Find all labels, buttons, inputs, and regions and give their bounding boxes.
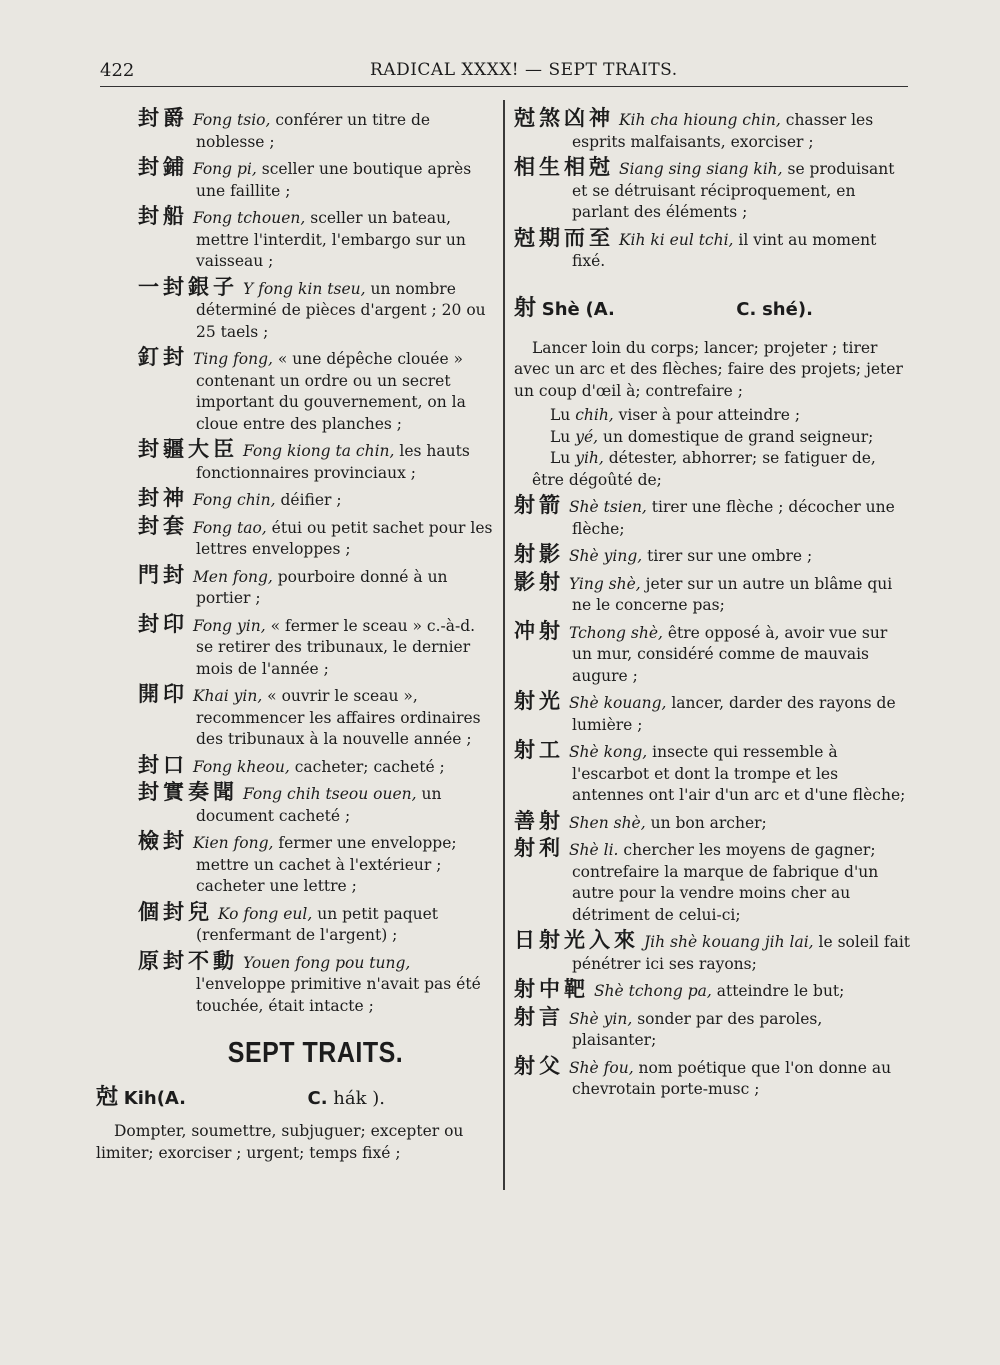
entry-definition: chercher les moyens de gagner; contrefaire la marque de fabrique d'un autre pour la vendre moins cher au détriment de celui-ci; bbox=[572, 841, 879, 924]
entry-characters: 尅煞凶神 bbox=[514, 106, 614, 130]
page-number: 422 bbox=[100, 60, 135, 81]
left-entry-list bbox=[138, 108, 493, 1017]
entry-definition: sonder par des paroles, plaisanter; bbox=[572, 1009, 823, 1049]
entry-characters: 射光 bbox=[514, 689, 564, 713]
usage-prefix: Lu bbox=[550, 406, 576, 424]
entry-characters: 封印 bbox=[138, 611, 188, 636]
dictionary-entry bbox=[514, 1053, 910, 1101]
character-heading-she bbox=[514, 291, 910, 322]
dictionary-entry bbox=[138, 274, 493, 344]
running-head: RADICAL XXXX! — SEPT TRAITS. bbox=[370, 60, 678, 80]
dictionary-entry bbox=[514, 495, 910, 540]
entry-characters: 檢封 bbox=[138, 829, 188, 853]
dictionary-entry bbox=[138, 488, 493, 512]
entry-romanization: Youen fong pou tung, bbox=[242, 953, 411, 972]
entry-definition: atteindre le but; bbox=[711, 982, 845, 1000]
entry-definition: sceller un bateau, mettre l'interdit, l'embargo sur un vaisseau ; bbox=[196, 209, 466, 270]
right-top-entry-list bbox=[514, 108, 910, 273]
dictionary-entry bbox=[514, 157, 910, 224]
character-heading-kih bbox=[96, 1080, 493, 1111]
entry-definition: déifier ; bbox=[275, 491, 342, 509]
entry-characters: 一封銀子 bbox=[138, 274, 238, 299]
entry-definition: « une dépêche clouée » contenant un ordre ou un secret important du gouvernement, on la cloue entre des planches ; bbox=[196, 350, 466, 433]
entry-characters: 封爵 bbox=[138, 106, 188, 130]
right-column bbox=[514, 108, 910, 1105]
entry-definition: cacheter; cacheté ; bbox=[289, 757, 445, 776]
entry-romanization: Shè kouang, bbox=[568, 694, 667, 712]
entry-definition: un petit paquet (renfermant de l'argent) ; bbox=[196, 904, 439, 944]
entry-romanization: Siang sing siang kih, bbox=[618, 160, 783, 178]
entry-romanization: Shè tsien, bbox=[568, 498, 647, 516]
entry-characters: 射箭 bbox=[514, 493, 564, 517]
dictionary-entry bbox=[514, 838, 910, 926]
column-divider bbox=[503, 100, 505, 1190]
headword-close: ). bbox=[372, 1088, 386, 1109]
entry-romanization: Ko fong eul, bbox=[217, 904, 313, 923]
entry-romanization: Fong pi, bbox=[192, 160, 257, 178]
usage-line bbox=[514, 427, 910, 449]
dictionary-entry bbox=[514, 808, 910, 835]
dictionary-entry bbox=[138, 347, 493, 435]
entry-characters: 影射 bbox=[514, 569, 564, 594]
entry-characters: 封船 bbox=[138, 204, 188, 228]
entry-characters: 射影 bbox=[514, 542, 564, 566]
entry-characters: 尅期而至 bbox=[514, 225, 614, 250]
headword-character: 射 bbox=[514, 295, 537, 321]
dictionary-entry bbox=[514, 691, 910, 736]
dictionary-entry bbox=[138, 899, 493, 947]
headword-reading: Kih bbox=[123, 1088, 157, 1109]
headword-c-label: C. bbox=[736, 298, 757, 320]
entry-definition: insecte qui ressemble à l'escarbot et dont la trompe et les antennes ont l'air d'un arc et d'une flèche; bbox=[572, 743, 906, 804]
dictionary-entry bbox=[138, 948, 493, 1018]
usage-definition: détester, abhorrer; se fatiguer de, être dégoûté de; bbox=[532, 449, 876, 489]
entry-romanization: Ying shè, bbox=[568, 574, 641, 593]
entry-romanization: Fong yin, bbox=[192, 616, 266, 635]
usage-lines bbox=[514, 405, 910, 491]
entry-definition: le soleil fait pénétrer ici ses rayons; bbox=[572, 933, 910, 973]
entry-romanization: Fong kiong ta chin, bbox=[242, 442, 395, 460]
entry-characters: 射工 bbox=[514, 738, 564, 762]
entry-characters: 封鋪 bbox=[138, 155, 188, 179]
dictionary-entry bbox=[514, 108, 910, 153]
entry-romanization: Y fong kin tseu, bbox=[242, 279, 366, 298]
dictionary-entry bbox=[138, 611, 493, 681]
entry-characters: 個封兒 bbox=[138, 899, 213, 924]
usage-romanization: chih, bbox=[575, 406, 614, 424]
dictionary-entry bbox=[514, 1004, 910, 1052]
entry-characters: 封口 bbox=[138, 752, 188, 777]
entry-characters: 射父 bbox=[514, 1053, 564, 1078]
entry-definition: conférer un titre de noblesse ; bbox=[196, 111, 431, 151]
usage-line bbox=[514, 448, 910, 491]
dictionary-entry bbox=[138, 206, 493, 273]
entry-characters: 相生相尅 bbox=[514, 155, 614, 179]
entry-romanization: Fong kheou, bbox=[192, 757, 290, 776]
entry-characters: 日射光入來 bbox=[514, 928, 639, 952]
entry-characters: 釘封 bbox=[138, 345, 188, 369]
entry-definition: sceller une boutique après une faillite ; bbox=[196, 160, 472, 200]
entry-romanization: Kih ki eul tchi, bbox=[618, 230, 734, 249]
headword-c-reading: hák bbox=[333, 1088, 367, 1109]
entry-definition: étui ou petit sachet pour les lettres enveloppes ; bbox=[196, 518, 493, 558]
headword-a-label: (A. bbox=[585, 298, 615, 320]
page-header bbox=[100, 58, 908, 87]
entry-romanization: Fong chin, bbox=[192, 491, 276, 509]
dictionary-entry bbox=[138, 108, 493, 153]
entry-characters: 冲射 bbox=[514, 618, 564, 643]
entry-definition: un bon archer; bbox=[645, 813, 767, 832]
entry-definition: fermer une enveloppe; mettre un cachet à l'extérieur ; cacheter une lettre ; bbox=[196, 834, 457, 895]
dictionary-entry bbox=[138, 157, 493, 202]
dictionary-entry bbox=[514, 930, 910, 975]
entry-characters: 封疆大臣 bbox=[138, 437, 238, 461]
left-column bbox=[96, 106, 493, 1167]
entry-definition: l'enveloppe primitive n'avait pas été touchée, était intacte ; bbox=[196, 975, 481, 1015]
entry-romanization: Fong tsio, bbox=[192, 111, 271, 129]
section-heading: SEPT TRAITS. bbox=[227, 1036, 404, 1070]
entry-romanization: Fong tao, bbox=[192, 518, 267, 537]
entry-romanization: Shè tchong pa, bbox=[593, 982, 712, 1000]
headword-definition: Dompter, soumettre, subjuguer; excepter ou limiter; exorciser ; urgent; temps fixé ; bbox=[96, 1122, 464, 1162]
entry-definition: chasser les esprits malfaisants, exorciser ; bbox=[572, 111, 874, 151]
headword-c-label: C. bbox=[307, 1088, 328, 1109]
usage-romanization: yih, bbox=[575, 449, 604, 467]
entry-romanization: Kih cha hioung chin, bbox=[618, 111, 781, 129]
dictionary-entry bbox=[138, 831, 493, 898]
dictionary-entry bbox=[514, 569, 910, 617]
dictionary-entry bbox=[138, 684, 493, 751]
dictionary-entry bbox=[138, 439, 493, 484]
entry-definition: tirer sur une ombre ; bbox=[642, 547, 813, 565]
entry-definition: lancer, darder des rayons de lumière ; bbox=[572, 694, 896, 734]
dictionary-entry bbox=[138, 752, 493, 779]
dictionary-entry bbox=[514, 618, 910, 688]
usage-prefix: Lu bbox=[550, 449, 576, 467]
entry-definition: tirer une flèche ; décocher une flèche; bbox=[572, 498, 895, 538]
headword-c-reading: shé bbox=[762, 298, 798, 320]
entry-romanization: Khai yin, bbox=[192, 687, 263, 705]
usage-line bbox=[514, 405, 910, 427]
entry-definition: « ouvrir le sceau », recommencer les affaires ordinaires des tribunaux à la nouvelle année ; bbox=[196, 687, 481, 748]
entry-romanization: Kien fong, bbox=[192, 834, 274, 852]
entry-romanization: Shè fou, bbox=[568, 1058, 634, 1077]
dictionary-entry bbox=[514, 740, 910, 807]
entry-romanization: Ting fong, bbox=[192, 350, 273, 368]
entry-romanization: Shè yin, bbox=[568, 1009, 633, 1028]
dictionary-entry bbox=[514, 979, 910, 1003]
entry-definition: les hauts fonctionnaires provinciaux ; bbox=[196, 442, 470, 482]
entry-romanization: Fong tchouen, bbox=[192, 209, 306, 227]
entry-definition: jeter sur un autre un blâme qui ne le concerne pas; bbox=[572, 574, 893, 614]
entry-characters: 開印 bbox=[138, 682, 188, 706]
entry-definition: être opposé à, avoir vue sur un mur, considéré comme de mauvais augure ; bbox=[572, 623, 888, 685]
usage-prefix: Lu bbox=[550, 427, 576, 446]
entry-characters: 原封不動 bbox=[138, 948, 238, 973]
headword-character: 尅 bbox=[96, 1085, 119, 1110]
entry-definition: « fermer le sceau » c.-à-d. se retirer des tribunaux, le dernier mois de l'année ; bbox=[196, 616, 476, 678]
entry-characters: 射言 bbox=[514, 1004, 564, 1029]
usage-definition: viser à pour atteindre ; bbox=[613, 406, 801, 424]
entry-romanization: Shen shè, bbox=[568, 813, 646, 832]
dictionary-entry bbox=[514, 544, 910, 568]
headword-a-label: (A. bbox=[156, 1088, 187, 1109]
usage-definition: un domestique de grand seigneur; bbox=[598, 427, 874, 446]
entry-romanization: Shè li. bbox=[568, 841, 619, 859]
entry-romanization: Fong chih tseou ouen, bbox=[242, 785, 417, 803]
dictionary-entry bbox=[138, 562, 493, 610]
dictionary-entry bbox=[138, 782, 493, 827]
dictionary-entry bbox=[514, 225, 910, 273]
entry-characters: 封套 bbox=[138, 513, 188, 538]
entry-definition: se produisant et se détruisant réciproquement, en parlant des éléments ; bbox=[572, 160, 895, 221]
entry-definition: un nombre déterminé de pièces d'argent ; 20 ou 25 taels ; bbox=[196, 279, 486, 341]
entry-romanization: Men fong, bbox=[192, 567, 273, 586]
headword-definition: Lancer loin du corps; lancer; projeter ; tirer avec un arc et des flèches; faire des projets; jeter un coup d'œil à; contrefaire ; bbox=[514, 338, 903, 400]
right-entry-list bbox=[514, 495, 910, 1101]
entry-characters: 門封 bbox=[138, 562, 188, 587]
entry-romanization: Shè ying, bbox=[568, 547, 643, 565]
dictionary-entry bbox=[138, 513, 493, 561]
entry-characters: 封實奏聞 bbox=[138, 780, 238, 804]
entry-definition: il vint au moment fixé. bbox=[572, 230, 877, 270]
entry-romanization: Tchong shè, bbox=[568, 623, 663, 642]
headword-reading: Shè bbox=[541, 298, 580, 320]
entry-romanization: Shè kong, bbox=[568, 743, 648, 761]
entry-characters: 善射 bbox=[514, 808, 564, 833]
entry-romanization: Jih shè kouang jih lai, bbox=[643, 933, 814, 951]
entry-definition: un document cacheté ; bbox=[196, 785, 442, 825]
entry-characters: 封神 bbox=[138, 486, 188, 510]
headword-close: ). bbox=[797, 298, 813, 320]
entry-characters: 射利 bbox=[514, 836, 564, 860]
entry-definition: nom poétique que l'on donne au chevrotain porte-musc ; bbox=[572, 1058, 892, 1098]
usage-romanization: yé, bbox=[575, 427, 599, 446]
entry-characters: 射中靶 bbox=[514, 977, 589, 1001]
entry-definition: pourboire donné à un portier ; bbox=[196, 567, 448, 607]
